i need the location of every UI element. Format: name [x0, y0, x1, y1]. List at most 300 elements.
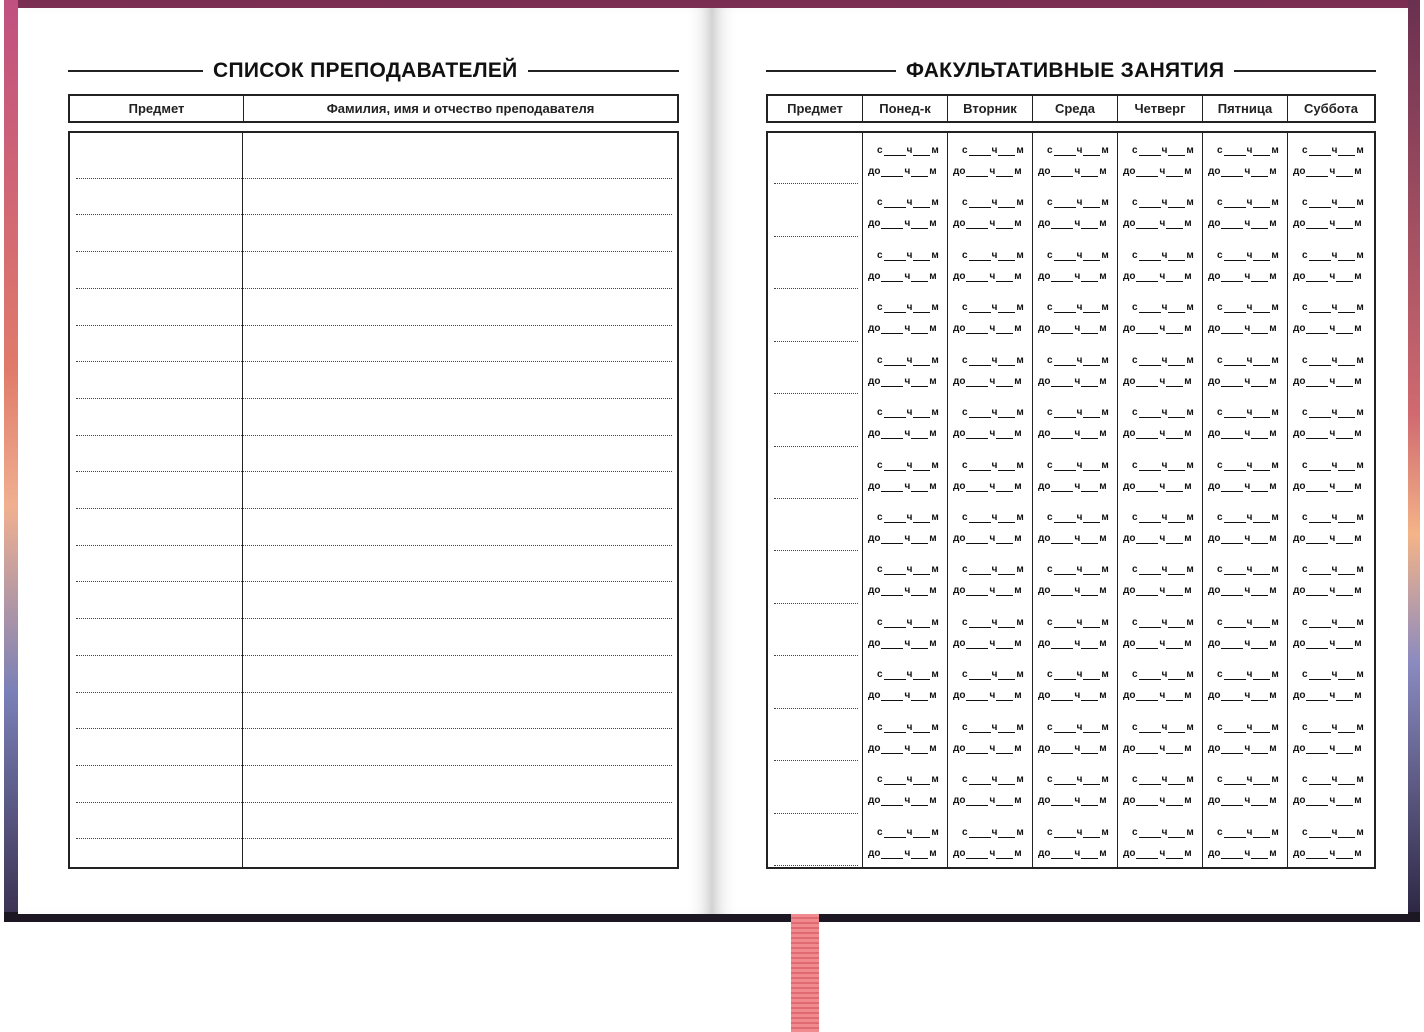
time-blank: [1306, 377, 1328, 387]
time-slot-cell[interactable]: [868, 607, 939, 649]
time-label: м: [1271, 250, 1279, 261]
time-blank: [1251, 849, 1268, 859]
time-label: ч: [991, 617, 998, 628]
time-label: ч: [1246, 722, 1253, 733]
time-label: м: [1271, 512, 1279, 523]
time-label: ч: [1074, 428, 1081, 439]
time-label: с: [1047, 302, 1053, 313]
time-blank: [1083, 565, 1100, 575]
time-slot-cell[interactable]: [953, 345, 1024, 387]
time-label: ч: [1246, 145, 1253, 156]
time-label: ч: [1076, 827, 1083, 838]
time-blank: [996, 534, 1013, 544]
time-blank: [1051, 639, 1073, 649]
time-slot-cell[interactable]: [1123, 502, 1194, 544]
time-label: ч: [1161, 250, 1168, 261]
time-label: с: [962, 617, 968, 628]
time-label: ч: [991, 827, 998, 838]
time-blank: [1221, 744, 1243, 754]
time-blank: [996, 219, 1013, 229]
time-label: ч: [904, 585, 911, 596]
time-label: до: [868, 481, 881, 492]
time-blank: [884, 513, 906, 523]
time-label: м: [1354, 795, 1362, 806]
time-label: ч: [1331, 669, 1338, 680]
time-blank: [1338, 303, 1355, 313]
time-blank: [1251, 219, 1268, 229]
time-label: ч: [989, 323, 996, 334]
time-blank: [1338, 775, 1355, 785]
time-blank: [1306, 691, 1328, 701]
time-slot-cell[interactable]: [1038, 450, 1109, 492]
time-blank: [1253, 618, 1270, 628]
time-label: ч: [906, 197, 913, 208]
time-slot-cell[interactable]: [953, 135, 1024, 177]
time-label: м: [1016, 197, 1024, 208]
time-label: ч: [1331, 827, 1338, 838]
time-label: с: [1047, 145, 1053, 156]
time-label: ч: [1161, 407, 1168, 418]
time-blank: [1338, 198, 1355, 208]
time-slot-cell[interactable]: [1123, 135, 1194, 177]
time-label: ч: [906, 460, 913, 471]
time-label: м: [1271, 774, 1279, 785]
time-blank: [1081, 377, 1098, 387]
time-label: ч: [989, 690, 996, 701]
time-label: ч: [1161, 355, 1168, 366]
time-blank: [1136, 324, 1158, 334]
time-label: до: [953, 585, 966, 596]
time-slot-cell[interactable]: [1038, 712, 1109, 754]
time-label: ч: [1076, 145, 1083, 156]
time-slot-cell[interactable]: [953, 187, 1024, 229]
time-slot-cell[interactable]: [1123, 712, 1194, 754]
time-slot-cell[interactable]: [1038, 607, 1109, 649]
time-slot-cell[interactable]: [1293, 764, 1364, 806]
time-slot-cell[interactable]: [1038, 240, 1109, 282]
time-slot-cell[interactable]: [953, 764, 1024, 806]
time-blank: [1136, 272, 1158, 282]
time-slot-cell[interactable]: [1123, 345, 1194, 387]
time-blank: [884, 198, 906, 208]
time-slot-cell[interactable]: [1208, 187, 1279, 229]
time-label: с: [1047, 564, 1053, 575]
time-label: с: [1302, 617, 1308, 628]
time-blank: [969, 303, 991, 313]
time-blank: [1309, 828, 1331, 838]
time-label: м: [1269, 271, 1277, 282]
time-slot-cell[interactable]: [953, 502, 1024, 544]
time-blank: [966, 272, 988, 282]
time-slot-cell[interactable]: [1123, 292, 1194, 334]
time-blank: [884, 828, 906, 838]
time-label: ч: [904, 323, 911, 334]
time-blank: [1054, 828, 1076, 838]
time-blank: [966, 167, 988, 177]
time-slot-cell[interactable]: [1038, 397, 1109, 439]
time-slot-cell[interactable]: [1208, 292, 1279, 334]
time-blank: [1309, 303, 1331, 313]
time-label: ч: [1074, 848, 1081, 859]
left-row-line: [76, 251, 672, 252]
time-blank: [881, 429, 903, 439]
time-blank: [1081, 167, 1098, 177]
time-label: м: [1186, 774, 1194, 785]
time-slot-cell[interactable]: [1038, 817, 1109, 859]
time-blank: [1253, 198, 1270, 208]
time-slot-cell[interactable]: [953, 817, 1024, 859]
time-slot-cell[interactable]: [1208, 554, 1279, 596]
time-blank: [998, 303, 1015, 313]
time-blank: [1139, 828, 1161, 838]
time-blank: [913, 670, 930, 680]
time-label: м: [1099, 481, 1107, 492]
time-blank: [1251, 534, 1268, 544]
time-blank: [1336, 219, 1353, 229]
time-label: м: [1184, 166, 1192, 177]
right-row-line: [774, 183, 858, 184]
time-blank: [1081, 849, 1098, 859]
time-label: м: [1356, 774, 1364, 785]
time-slot-cell[interactable]: [868, 712, 939, 754]
time-slot-cell[interactable]: [868, 764, 939, 806]
time-blank: [881, 219, 903, 229]
time-label: ч: [1329, 166, 1336, 177]
time-blank: [1166, 849, 1183, 859]
time-blank: [1051, 849, 1073, 859]
time-slot-cell[interactable]: [868, 345, 939, 387]
time-slot-cell[interactable]: [1123, 554, 1194, 596]
time-label: м: [1186, 302, 1194, 313]
time-label: м: [1014, 848, 1022, 859]
time-slot-cell[interactable]: [1208, 502, 1279, 544]
time-slot-cell[interactable]: [1123, 397, 1194, 439]
time-slot-cell[interactable]: [1123, 240, 1194, 282]
time-label: м: [1186, 669, 1194, 680]
time-slot-cell[interactable]: [953, 292, 1024, 334]
time-blank: [969, 198, 991, 208]
time-label: до: [1123, 271, 1136, 282]
time-label: ч: [989, 218, 996, 229]
time-slot-cell[interactable]: [953, 712, 1024, 754]
time-slot-cell[interactable]: [1123, 659, 1194, 701]
time-slot-cell[interactable]: [1038, 187, 1109, 229]
time-label: м: [1269, 376, 1277, 387]
time-label: ч: [1329, 376, 1336, 387]
time-blank: [1224, 670, 1246, 680]
time-slot-cell[interactable]: [868, 659, 939, 701]
time-slot-cell[interactable]: [1123, 450, 1194, 492]
time-label: м: [1354, 481, 1362, 492]
time-label: м: [1099, 533, 1107, 544]
time-blank: [1253, 251, 1270, 261]
time-label: ч: [989, 376, 996, 387]
time-slot-cell[interactable]: [1293, 292, 1364, 334]
time-blank: [1309, 356, 1331, 366]
time-slot-cell[interactable]: [953, 240, 1024, 282]
time-blank: [1338, 565, 1355, 575]
time-label: м: [1354, 166, 1362, 177]
time-blank: [1166, 482, 1183, 492]
time-blank: [996, 796, 1013, 806]
time-label: с: [1132, 774, 1138, 785]
time-slot-cell[interactable]: [868, 450, 939, 492]
left-page-title: СПИСОК ПРЕПОДАВАТЕЛЕЙ: [203, 59, 528, 83]
time-blank: [911, 377, 928, 387]
time-blank: [1336, 429, 1353, 439]
time-blank: [884, 356, 906, 366]
time-slot-cell[interactable]: [868, 554, 939, 596]
time-label: до: [1208, 533, 1221, 544]
time-slot-cell[interactable]: [1208, 817, 1279, 859]
time-label: м: [931, 774, 939, 785]
time-slot-cell[interactable]: [1208, 712, 1279, 754]
time-slot-cell[interactable]: [868, 135, 939, 177]
time-slot-cell[interactable]: [953, 397, 1024, 439]
cover-edge-right: [1408, 0, 1420, 922]
time-label: ч: [1329, 481, 1336, 492]
time-blank: [1168, 723, 1185, 733]
time-label: с: [1047, 407, 1053, 418]
time-label: с: [1132, 564, 1138, 575]
time-label: до: [868, 166, 881, 177]
time-blank: [969, 251, 991, 261]
time-label: с: [1132, 827, 1138, 838]
time-label: до: [1038, 585, 1051, 596]
time-blank: [881, 534, 903, 544]
time-blank: [1253, 408, 1270, 418]
time-slot-cell[interactable]: [1293, 135, 1364, 177]
time-blank: [1081, 744, 1098, 754]
time-slot-cell[interactable]: [1293, 554, 1364, 596]
time-blank: [1081, 482, 1098, 492]
time-label: м: [931, 145, 939, 156]
time-label: с: [1047, 355, 1053, 366]
time-label: ч: [906, 512, 913, 523]
time-label: м: [1184, 585, 1192, 596]
time-slot-cell[interactable]: [1208, 240, 1279, 282]
time-blank: [1306, 796, 1328, 806]
time-label: м: [931, 355, 939, 366]
time-blank: [1306, 534, 1328, 544]
time-label: с: [1217, 512, 1223, 523]
time-blank: [969, 461, 991, 471]
time-blank: [1054, 251, 1076, 261]
time-slot-cell[interactable]: [1208, 397, 1279, 439]
time-slot-cell[interactable]: [1123, 187, 1194, 229]
time-slot-cell[interactable]: [1038, 345, 1109, 387]
time-slot-cell[interactable]: [1293, 345, 1364, 387]
time-label: ч: [904, 533, 911, 544]
time-blank: [996, 639, 1013, 649]
time-blank: [1051, 534, 1073, 544]
right-page-title: ФАКУЛЬТАТИВНЫЕ ЗАНЯТИЯ: [896, 59, 1234, 83]
time-slot-cell[interactable]: [1293, 817, 1364, 859]
time-blank: [1309, 618, 1331, 628]
time-label: с: [1132, 197, 1138, 208]
time-label: м: [1016, 564, 1024, 575]
time-label: м: [1184, 428, 1192, 439]
time-slot-cell[interactable]: [1038, 502, 1109, 544]
time-blank: [1309, 408, 1331, 418]
time-blank: [966, 482, 988, 492]
time-label: до: [1038, 690, 1051, 701]
time-label: ч: [1244, 218, 1251, 229]
time-label: ч: [1159, 271, 1166, 282]
time-slot-cell[interactable]: [1293, 240, 1364, 282]
time-blank: [1083, 356, 1100, 366]
time-blank: [1338, 723, 1355, 733]
time-label: м: [929, 848, 937, 859]
time-label: м: [1271, 407, 1279, 418]
time-label: м: [1186, 250, 1194, 261]
time-label: м: [1099, 428, 1107, 439]
time-blank: [1136, 691, 1158, 701]
time-blank: [1168, 303, 1185, 313]
time-slot-cell[interactable]: [1038, 659, 1109, 701]
time-blank: [1306, 639, 1328, 649]
time-label: ч: [1074, 481, 1081, 492]
time-blank: [913, 565, 930, 575]
time-blank: [911, 639, 928, 649]
time-blank: [913, 356, 930, 366]
time-blank: [1136, 586, 1158, 596]
time-slot-cell[interactable]: [1208, 135, 1279, 177]
time-label: до: [868, 428, 881, 439]
time-slot-cell[interactable]: [953, 554, 1024, 596]
time-slot-cell[interactable]: [1208, 607, 1279, 649]
time-blank: [996, 167, 1013, 177]
time-slot-cell[interactable]: [868, 292, 939, 334]
time-label: м: [1016, 407, 1024, 418]
time-label: с: [1217, 145, 1223, 156]
left-row-line: [76, 361, 672, 362]
time-label: до: [1293, 690, 1306, 701]
time-slot-cell[interactable]: [1293, 502, 1364, 544]
time-label: с: [1302, 302, 1308, 313]
time-slot-cell[interactable]: [1038, 135, 1109, 177]
time-slot-cell[interactable]: [953, 607, 1024, 649]
time-blank: [884, 408, 906, 418]
right-column-divider: [1117, 133, 1118, 867]
time-blank: [1309, 198, 1331, 208]
time-label: ч: [991, 512, 998, 523]
time-slot-cell[interactable]: [1293, 187, 1364, 229]
time-label: м: [1269, 166, 1277, 177]
time-blank: [1051, 796, 1073, 806]
time-label: с: [1047, 250, 1053, 261]
time-slot-cell[interactable]: [1293, 450, 1364, 492]
time-blank: [1051, 691, 1073, 701]
time-slot-cell[interactable]: [1208, 450, 1279, 492]
time-blank: [1139, 303, 1161, 313]
time-blank: [1168, 513, 1185, 523]
time-blank: [1054, 198, 1076, 208]
right-row-line: [774, 760, 858, 761]
time-label: м: [931, 617, 939, 628]
time-slot-cell[interactable]: [868, 502, 939, 544]
time-blank: [881, 586, 903, 596]
time-slot-cell[interactable]: [1293, 607, 1364, 649]
time-slot-cell[interactable]: [1038, 292, 1109, 334]
time-label: м: [1099, 166, 1107, 177]
right-header-col-0: Предмет: [768, 96, 863, 121]
time-label: м: [1354, 638, 1362, 649]
time-blank: [1166, 429, 1183, 439]
time-blank: [1054, 565, 1076, 575]
time-blank: [911, 691, 928, 701]
time-label: ч: [1329, 585, 1336, 596]
time-label: м: [1186, 355, 1194, 366]
time-slot-cell[interactable]: [1123, 817, 1194, 859]
time-slot-cell[interactable]: [953, 450, 1024, 492]
time-blank: [1081, 324, 1098, 334]
time-blank: [913, 146, 930, 156]
time-blank: [1168, 461, 1185, 471]
time-slot-cell[interactable]: [953, 659, 1024, 701]
time-slot-cell[interactable]: [1293, 397, 1364, 439]
time-label: м: [931, 512, 939, 523]
time-label: до: [1123, 533, 1136, 544]
time-blank: [1168, 408, 1185, 418]
time-slot-cell[interactable]: [1208, 764, 1279, 806]
time-blank: [1136, 429, 1158, 439]
time-slot-cell[interactable]: [868, 817, 939, 859]
time-label: м: [1186, 145, 1194, 156]
time-blank: [881, 849, 903, 859]
time-label: м: [1356, 460, 1364, 471]
time-label: ч: [989, 428, 996, 439]
time-blank: [1224, 723, 1246, 733]
time-label: ч: [1244, 481, 1251, 492]
time-blank: [1136, 219, 1158, 229]
time-blank: [966, 377, 988, 387]
time-blank: [881, 377, 903, 387]
time-slot-cell[interactable]: [1123, 764, 1194, 806]
time-slot-cell[interactable]: [868, 240, 939, 282]
time-slot-cell[interactable]: [1208, 659, 1279, 701]
right-row-line: [774, 603, 858, 604]
time-blank: [998, 513, 1015, 523]
time-slot-cell[interactable]: [1293, 659, 1364, 701]
time-label: с: [1047, 617, 1053, 628]
time-label: ч: [1074, 166, 1081, 177]
time-label: ч: [991, 355, 998, 366]
time-blank: [1168, 251, 1185, 261]
time-label: ч: [906, 669, 913, 680]
time-slot-cell[interactable]: [1123, 607, 1194, 649]
time-slot-cell[interactable]: [868, 187, 939, 229]
time-label: до: [1293, 585, 1306, 596]
time-blank: [1136, 482, 1158, 492]
time-slot-cell[interactable]: [1038, 554, 1109, 596]
time-blank: [1221, 691, 1243, 701]
time-slot-cell[interactable]: [868, 397, 939, 439]
right-row-line: [774, 236, 858, 237]
time-label: м: [1014, 271, 1022, 282]
time-blank: [1224, 356, 1246, 366]
time-label: ч: [1331, 774, 1338, 785]
time-label: м: [929, 271, 937, 282]
time-label: до: [953, 848, 966, 859]
time-slot-cell[interactable]: [1208, 345, 1279, 387]
time-blank: [1224, 618, 1246, 628]
time-slot-cell[interactable]: [1293, 712, 1364, 754]
time-slot-cell[interactable]: [1038, 764, 1109, 806]
right-column-divider: [1287, 133, 1288, 867]
time-blank: [1251, 167, 1268, 177]
time-label: ч: [1161, 722, 1168, 733]
